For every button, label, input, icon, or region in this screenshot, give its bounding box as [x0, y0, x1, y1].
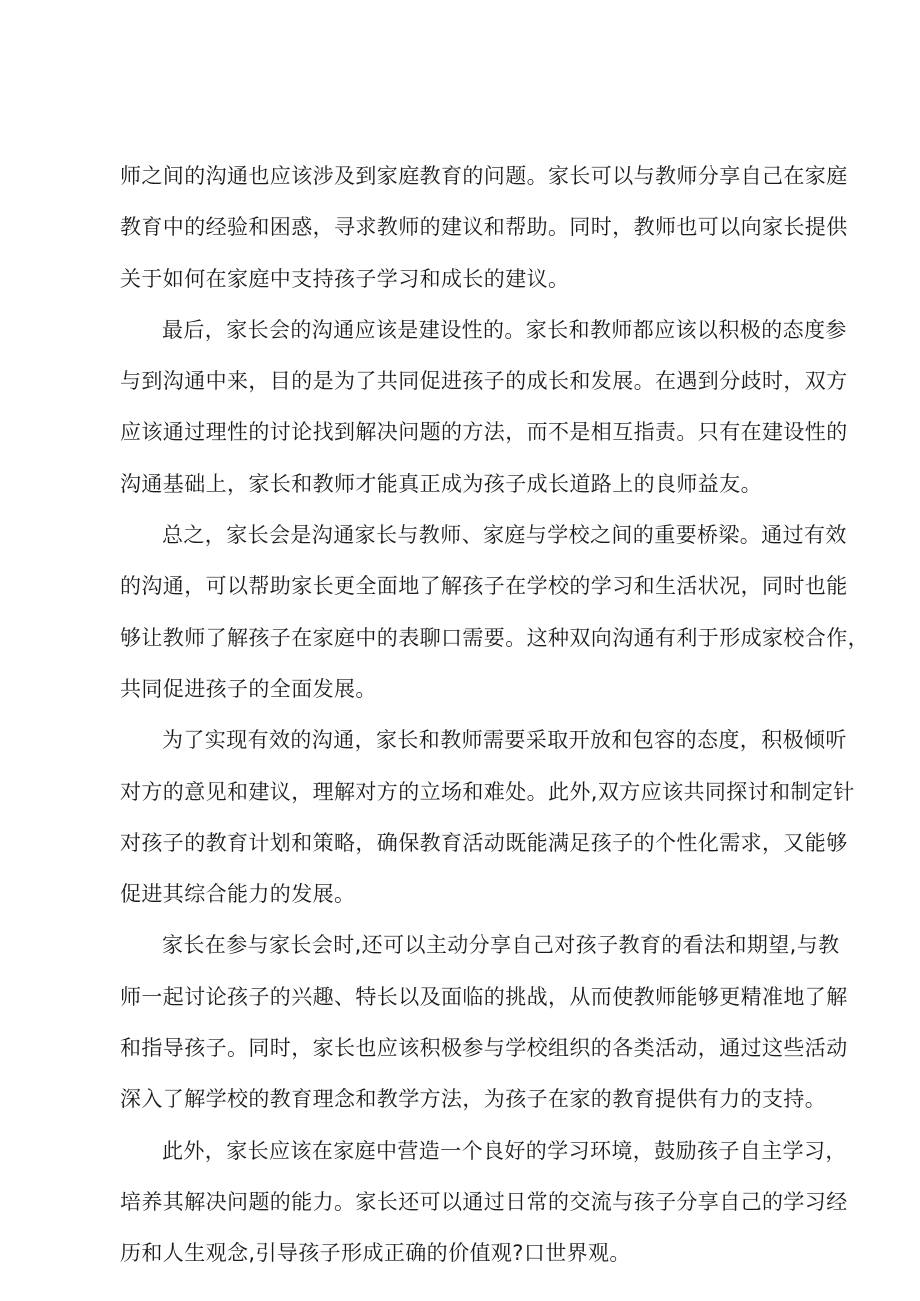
paragraph: [120, 510, 869, 715]
paragraph: [120, 1126, 848, 1280]
text-line: 和指导孩子。同时，家长也应该积极参与学校组织的各类活动，通过这些活动: [120, 1036, 848, 1061]
text-line: 应该通过理性的讨论找到解决问题的方法，而不是相互指责。只有在建设性的: [120, 420, 848, 445]
text-line: 最后，家长会的沟通应该是建设性的。家长和教师都应该以积极的态度参: [162, 317, 847, 342]
text-line: 对孩子的教育计划和策略，确保教育活动既能满足孩子的个性化需求，又能够: [120, 830, 848, 855]
text-line: 师一起讨论孩子的兴趣、特长以及面临的挑战，从而使教师能够更精准地了解: [120, 984, 848, 1009]
text-line: 师之间的沟通也应该涉及到家庭教育的问题。家长可以与教师分享自己在家庭: [120, 164, 848, 188]
text-line: 历和人生观念,引导孩子形成正确的价值观?口世界观。: [120, 1241, 631, 1266]
text-line: 教育中的经验和困惑，寻求教师的建议和帮助。同时，教师也可以向家长提供: [120, 215, 848, 240]
paragraph: [120, 151, 848, 305]
text-line: 为了实现有效的沟通，家长和教师需要采取开放和包容的态度，积极倾听: [162, 728, 847, 753]
text-line: 够让教师了解孩子在家庭中的表聊口需要。这种双向沟通有利于形成家校合作，: [120, 625, 869, 650]
text-line: 深入了解学校的教育理念和教学方法，为孩子在家的教育提供有力的支持。: [120, 1087, 827, 1112]
text-line: 对方的意见和建议，理解对方的立场和难处。此外,双方应该共同探讨和制定针: [120, 779, 855, 804]
text-line: 共同促进孩子的全面发展。: [120, 676, 377, 701]
text-line: 家长在参与家长会时,还可以主动分享自己对孩子教育的看法和期望,与教: [162, 933, 840, 958]
text-line: 此外，家长应该在家庭中营造一个良好的学习环境，鼓励孩子自主学习，: [162, 1138, 847, 1163]
text-line: 总之，家长会是沟通家长与教师、家庭与学校之间的重要桥梁。通过有效: [162, 523, 847, 548]
text-line: 促进其综合能力的发展。: [120, 882, 356, 907]
text-line: 培养其解决问题的能力。家长还可以通过日常的交流与孩子分享自己的学习经: [120, 1189, 848, 1214]
paragraph: [120, 715, 855, 920]
text-line: 的沟通，可以帮助家长更全面地了解孩子在学校的学习和生活状况，同时也能: [120, 574, 848, 599]
text-line: 沟通基础上，家长和教师才能真正成为孩子成长道路上的良师益友。: [120, 471, 762, 496]
paragraph: [120, 305, 848, 510]
text-line: 关于如何在家庭中支持孩子学习和成长的建议。: [120, 266, 570, 291]
text-line: 与到沟通中来，目的是为了共同促进孩子的成长和发展。在遇到分歧时，双方: [120, 369, 848, 394]
paragraph: [120, 920, 848, 1125]
document-body: [120, 151, 869, 1280]
